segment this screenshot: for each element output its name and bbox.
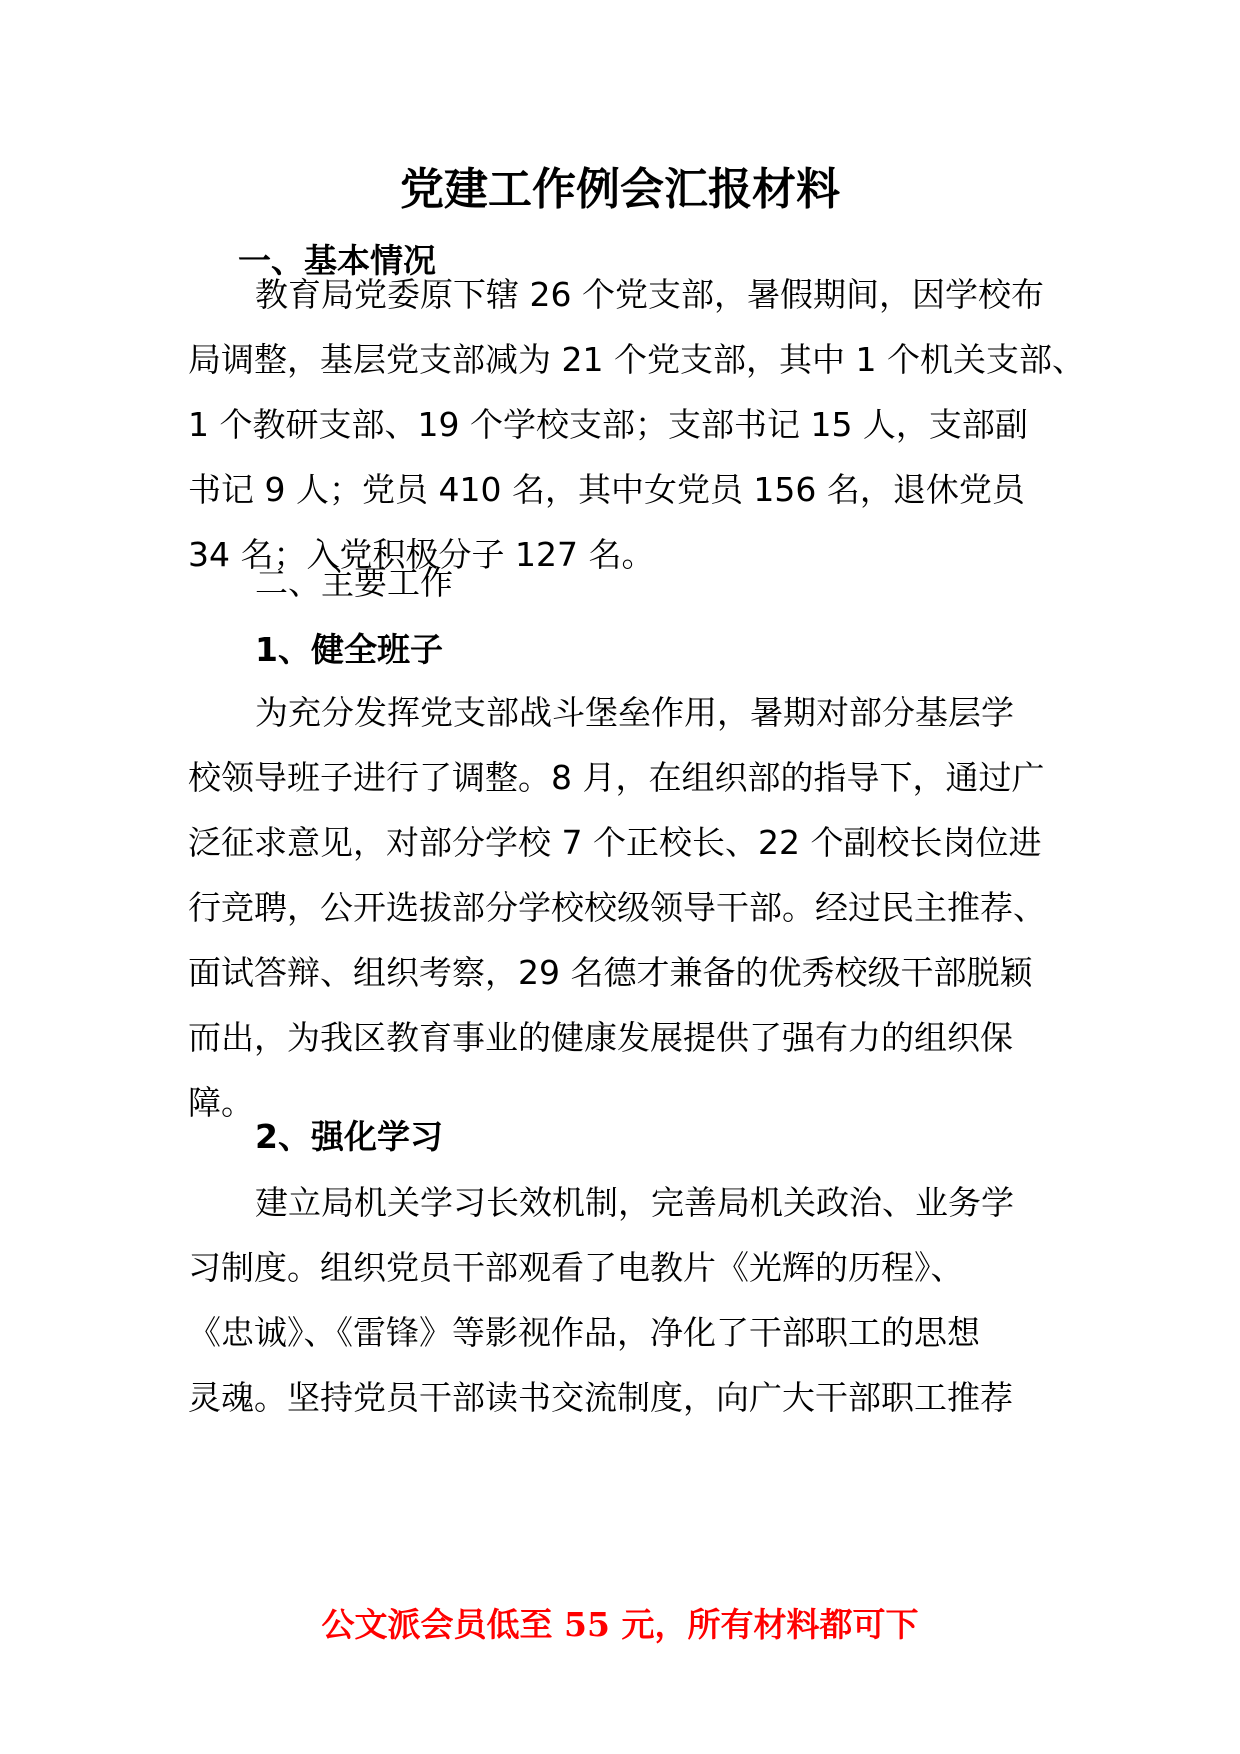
- paragraph-line: 1 个教研支部、19 个学校支部；支部书记 15 人，支部副: [188, 405, 1028, 444]
- paragraph-line: 书记 9 人；党员 410 名，其中女党员 156 名，退休党员: [188, 470, 1025, 509]
- paragraph-line: 教育局党委原下辖 26 个党支部，暑假期间，因学校布: [255, 275, 1044, 314]
- paragraph-line: 《忠诚》、《雷锋》等影视作品，净化了干部职工的思想: [188, 1313, 980, 1352]
- paragraph-line: 而出，为我区教育事业的健康发展提供了强有力的组织保: [188, 1018, 1013, 1057]
- subsection-heading-team: 1、健全班子: [255, 630, 443, 669]
- promo-footer: 公文派会员低至 55 元，所有材料都可下: [321, 1605, 919, 1644]
- paragraph-line: 34 名；入党积极分子 127 名。: [188, 535, 655, 574]
- paragraph-line: 校领导班子进行了调整。8 月，在组织部的指导下，通过广: [188, 758, 1045, 797]
- paragraph-line: 行竞聘，公开选拔部分学校校级领导干部。经过民主推荐、: [188, 888, 1046, 927]
- paragraph-line: 障。: [188, 1083, 254, 1122]
- paragraph-line: 习制度。组织党员干部观看了电教片《光辉的历程》、: [188, 1248, 964, 1287]
- subsection-heading-study: 2、强化学习: [255, 1117, 443, 1156]
- paragraph-line: 灵魂。坚持党员干部读书交流制度，向广大干部职工推荐: [188, 1378, 1013, 1417]
- document-title: 党建工作例会汇报材料: [400, 164, 840, 215]
- paragraph-line: 局调整，基层党支部减为 21 个党支部，其中 1 个机关支部、: [188, 340, 1085, 379]
- section-heading-main-work: 二、主要工作: [255, 563, 453, 602]
- paragraph-basic-info: [188, 262, 1085, 587]
- paragraph-line: 泛征求意见，对部分学校 7 个正校长、22 个副校长岗位进: [188, 823, 1042, 862]
- paragraph-team: [188, 680, 1064, 1135]
- section-heading-basic-info: 一、基本情况: [238, 241, 436, 280]
- paragraph-line: 建立局机关学习长效机制，完善局机关政治、业务学: [255, 1183, 1014, 1222]
- paragraph-line: 为充分发挥党支部战斗堡垒作用，暑期对部分基层学: [255, 693, 1014, 732]
- paragraph-line: 面试答辩、组织考察，29 名德才兼备的优秀校级干部脱颖: [188, 953, 1033, 992]
- paragraph-study: [188, 1170, 1064, 1430]
